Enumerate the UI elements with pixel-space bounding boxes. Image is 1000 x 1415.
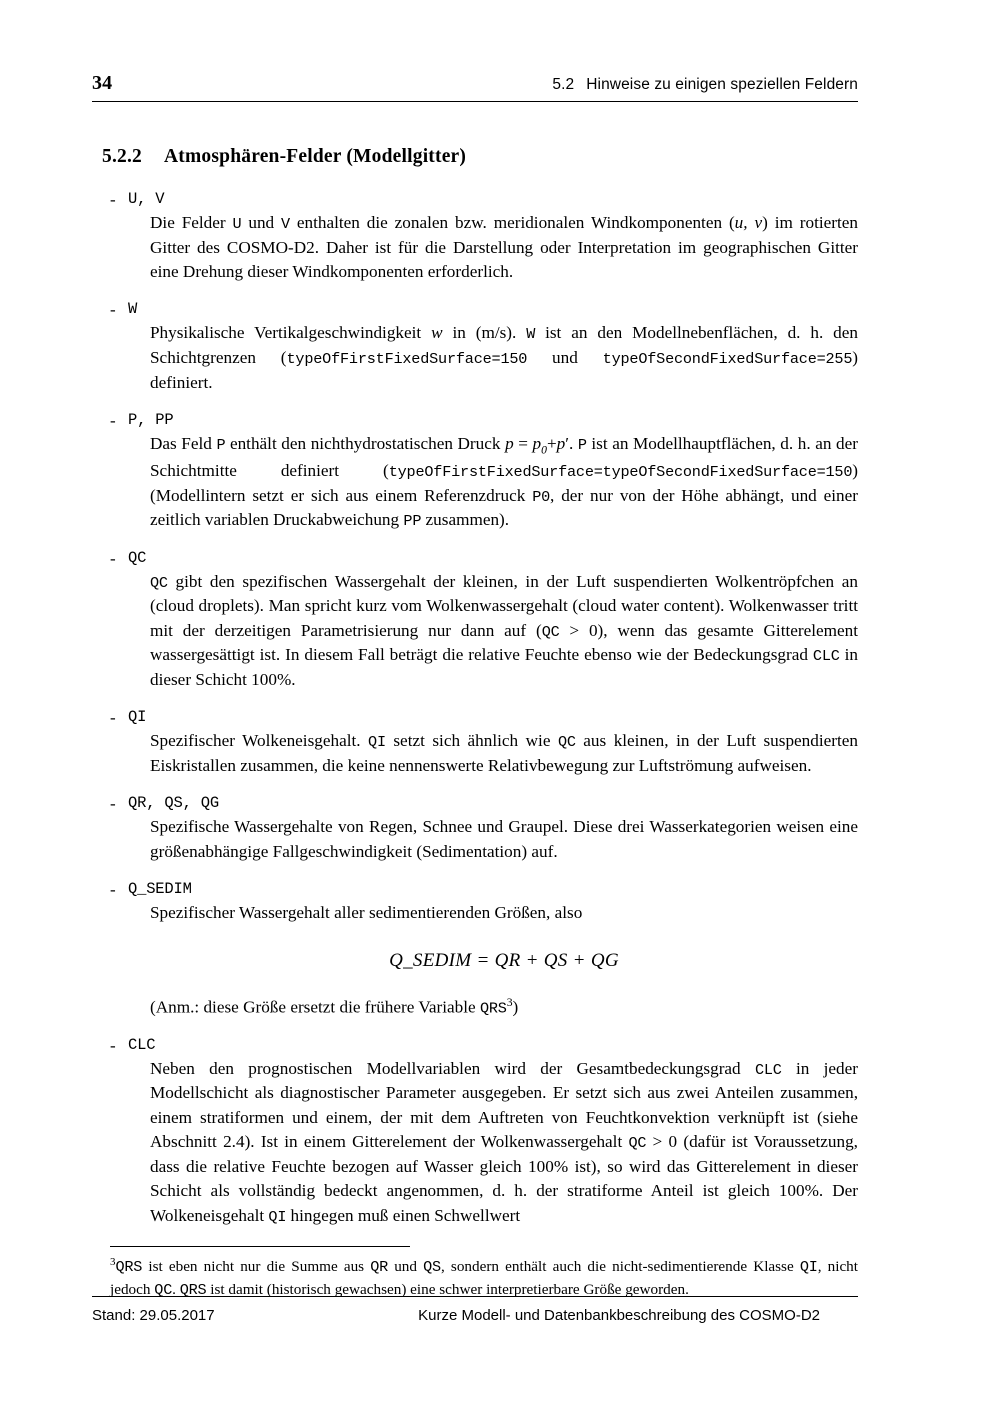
footnote-code-6: QRS — [179, 1280, 207, 1299]
footnote-code-3: QS — [423, 1258, 441, 1277]
list-item — [92, 1036, 858, 1228]
list-item — [92, 708, 858, 778]
item-body: Spezifischer Wolkeneisgehalt. QI setzt sich ähnlich wie QC aus kleinen, in der Luft suspendierten Eiskristallen zusammen, die keine nennenswerte Relativbewegung zur Luftströmung aufweisen. — [150, 731, 858, 775]
footnote-separator — [110, 1246, 410, 1247]
item-body: Neben den prognostischen Modellvariablen wird der Gesamtbedeckungsgrad CLC in jeder Modellschicht als diagnostischer Parameter ausgegeben. Er setzt sich aus zwei Anteilen zusammen, einem stratiformen und einem, der mit dem Auftreten von Feuchtkonvektion verknüpft ist (siehe Abschnitt 2.4). Ist in einem Gitterelement der Wolkenwassergehalt QC > 0 (dafür ist Voraussetzung, dass die relative Feuchte bezogen auf Wasser gleich 100% ist), so wird das Gitterelement in dieser Schicht als vollständig bedeckt angenommen, d. h. der stratiforme Anteil ist gleich 100%. Der Wolkeneisgehalt QI hingegen muß einen Schwellwert — [150, 1058, 858, 1226]
item-dash: - — [110, 300, 116, 320]
item-dash: - — [110, 794, 116, 814]
footnote-code-1: QRS — [115, 1258, 143, 1277]
list-item — [92, 300, 858, 395]
page-title — [102, 146, 858, 168]
list-item — [92, 190, 858, 284]
section-number: 5.2.2 — [102, 146, 142, 167]
footnote-code-5: QC — [154, 1280, 173, 1299]
display-formula: Q_SEDIM = QR + QS + QG — [389, 949, 619, 971]
footnote-text-4: , nicht jedoch — [110, 1258, 858, 1298]
footnote-text-5: . — [172, 1280, 180, 1298]
header-section-ref — [552, 76, 858, 94]
footnote-marker: 3 — [110, 1256, 116, 1269]
item-dash: - — [110, 708, 116, 728]
item-term: QR, QS, QG — [128, 794, 220, 813]
page-content — [92, 72, 858, 1301]
list-item — [92, 880, 858, 1020]
item-body: QC gibt den spezifischen Wassergehalt der kleinen, in der Luft suspendierten Wolkentröpfchen an (cloud droplets). Man spricht kurz vom Wolkenwassergehalt (cloud water content). Wolkenwasser tritt mit der derzeitigen Parametrisierung nur dann auf (QC > 0), wenn das gesamte Gitterelement wassergesättigt ist. In diesem Fall beträgt die relative Feuchte ebenso wie der Bedeckungsgrad CLC in dieser Schicht 100%. — [150, 571, 858, 689]
item-body: Das Feld P enthält den nichthydrostatischen Druck $p = p_0+p'$. P ist an Modellhauptflächen, d. h. an der Schichtmitte definiert (typeOfFirstFixedSurface=typeOfSecondFixedSurface=150) (Modellintern setzt er sich aus einem Referenzdruck P0, der nur von der Höhe abhängt, und einer zeitlich variablen Druckabweichung PP zusammen). — [150, 434, 858, 531]
item-dash: - — [110, 880, 116, 900]
header-rule — [92, 101, 858, 102]
item-term: U, V — [128, 190, 165, 208]
list-item — [92, 794, 858, 864]
page-number: 34 — [92, 72, 113, 94]
item-body: Die Felder U und V enthalten die zonalen bzw. meridionalen Windkomponenten (u, v) im rotierten Gitter des COSMO-D2. Daher ist für die Darstellung oder Interpretation im geographischen Gitter eine Drehung dieser Windkomponenten erforderlich. — [150, 213, 858, 281]
item-term: QI — [128, 708, 147, 727]
footnote-text-3: , sondern enthält auch die nicht-sedimentierende Klasse — [440, 1258, 800, 1276]
footer-rule — [92, 1296, 858, 1297]
item-term: W — [128, 300, 138, 319]
item-term: Q_SEDIM — [128, 880, 192, 899]
footer-left: Stand: 29.05.2017 — [92, 1307, 215, 1324]
running-header — [92, 72, 858, 95]
footnote-code-4: QI — [799, 1258, 818, 1277]
item-dash: - — [110, 411, 116, 430]
footnote-text-1: ist eben nicht nur die Summe aus — [142, 1258, 371, 1276]
footnote — [110, 1255, 858, 1301]
item-dash: - — [110, 548, 116, 568]
list-item — [92, 549, 858, 693]
item-body: Physikalische Vertikalgeschwindigkeit w in (m/s). W ist an den Modellnebenflächen, d. h. den Schichtgrenzen (typeOfFirstFixedSurface=150 und typeOfSecondFixedSurface=255) definiert. — [150, 323, 858, 392]
item-body: Spezifischer Wassergehalt aller sedimentierenden Größen, also Q_SEDIM = QR + QS + QG (Anm.: diese Größe ersetzt die frühere Variable QRS$^3$) — [128, 901, 858, 1020]
footnote-ref[interactable]: 3 — [506, 995, 513, 1009]
list-item — [92, 411, 858, 533]
page-footer — [92, 1296, 858, 1324]
footnote-code-2: QR — [370, 1258, 389, 1277]
footnote-text-2: und — [388, 1258, 424, 1276]
header-section-title: Hinweise zu einigen speziellen Feldern — [586, 76, 858, 93]
item-term: P, PP — [128, 411, 174, 429]
item-dash: - — [110, 1035, 116, 1055]
footer-right: Kurze Modell- und Datenbankbeschreibung des COSMO-D2 — [418, 1307, 820, 1324]
item-term: CLC — [128, 1035, 156, 1054]
item-dash: - — [110, 190, 116, 209]
footnote-text-6: ist damit (historisch gewachsen) eine schwer interpretierbare Größe geworden. — [206, 1280, 689, 1298]
section-title: Atmosphären-Felder (Modellgitter) — [164, 146, 467, 167]
item-term: QC — [128, 548, 147, 567]
header-section-number: 5.2 — [552, 76, 575, 93]
item-body: Spezifische Wassergehalte von Regen, Schnee und Graupel. Diese drei Wasserkategorien weisen eine größenabhängige Fallgeschwindigkeit (Sedimentation) auf. — [150, 817, 858, 861]
